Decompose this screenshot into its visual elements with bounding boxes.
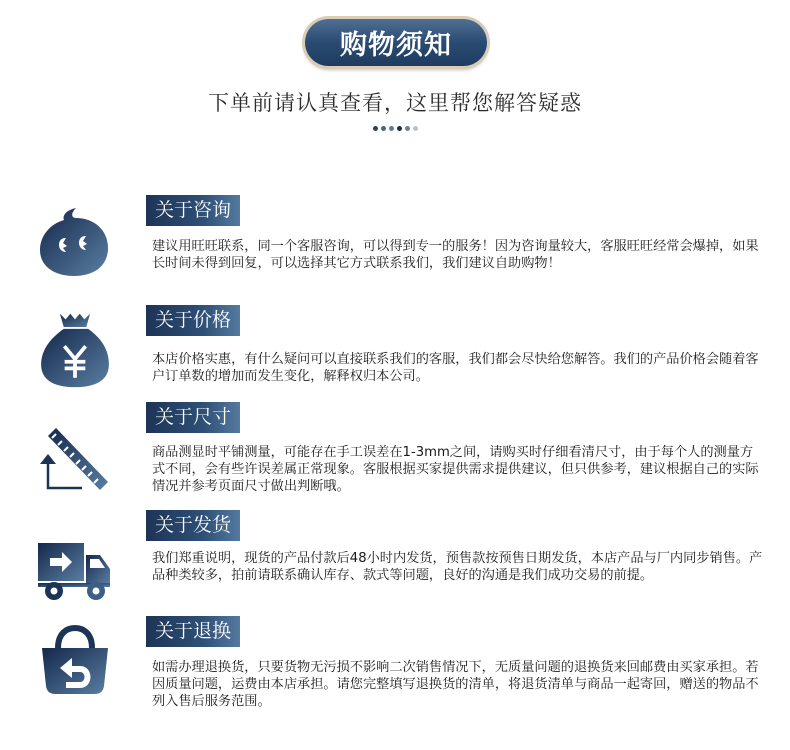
money-bag-yen-icon — [36, 310, 114, 390]
section-text: 本店价格实惠，有什么疑问可以直接联系我们的客服，我们都会尽快给您解答。我们的产品价格会随着客户订单数的增加而发生变化，解释权归本公司。 — [152, 352, 759, 384]
section-text: 建议用旺旺联系，同一个客服咨询，可以得到专一的服务！因为咨询量较大，客服旺旺经常会爆掉，如果长时间未得到回复，可以选择其它方式联系我们，我们建议自助购物！ — [152, 239, 759, 271]
dot — [373, 126, 378, 131]
page-title: 购物须知 — [340, 30, 452, 61]
section-text: 商品测显时平铺测量，可能存在手工误差在1-3mm之间，请购买时仔细看清尺寸，由于每个人的测量方式不同，会有些许误差属正常现象。客服根据买家提供需求提供建议，但只供参考，建议根据自己的实际情况并参考页面尺寸做出判断哦。 — [152, 445, 759, 494]
section-label: 关于退换 — [146, 616, 240, 647]
section-text: 我们郑重说明，现货的产品付款后48小时内发货，预售款按预售日期发货，本店产品与厂内同步销售。产品种类较多，拍前请联系确认库存、款式等问题，良好的沟通是我们成功交易的前提。 — [152, 551, 763, 583]
return-bag-icon — [36, 620, 114, 700]
wangwang-chat-icon — [36, 200, 114, 280]
ruler-icon — [36, 420, 114, 500]
delivery-truck-icon — [36, 528, 114, 608]
dot — [413, 126, 418, 131]
section-label: 关于咨询 — [146, 195, 240, 226]
decorative-dots — [373, 126, 418, 131]
section-text: 如需办理退换货，只要货物无污损不影响二次销售情况下，无质量问题的退换货来回邮费由买家承担。若因质量问题，运费由本店承担。请您完整填写退换货的清单，将退货清单与商品一起寄回，赠送的物品不列入售后服务范围。 — [152, 660, 759, 709]
page-title-banner — [305, 19, 487, 66]
section-label: 关于价格 — [146, 305, 240, 336]
dot — [397, 126, 402, 131]
section-label: 关于发货 — [146, 510, 240, 541]
page-subtitle: 下单前请认真查看，这里帮您解答疑惑 — [208, 91, 582, 115]
dot — [405, 126, 410, 131]
dot — [389, 126, 394, 131]
dot — [381, 126, 386, 131]
section-label: 关于尺寸 — [146, 402, 240, 433]
